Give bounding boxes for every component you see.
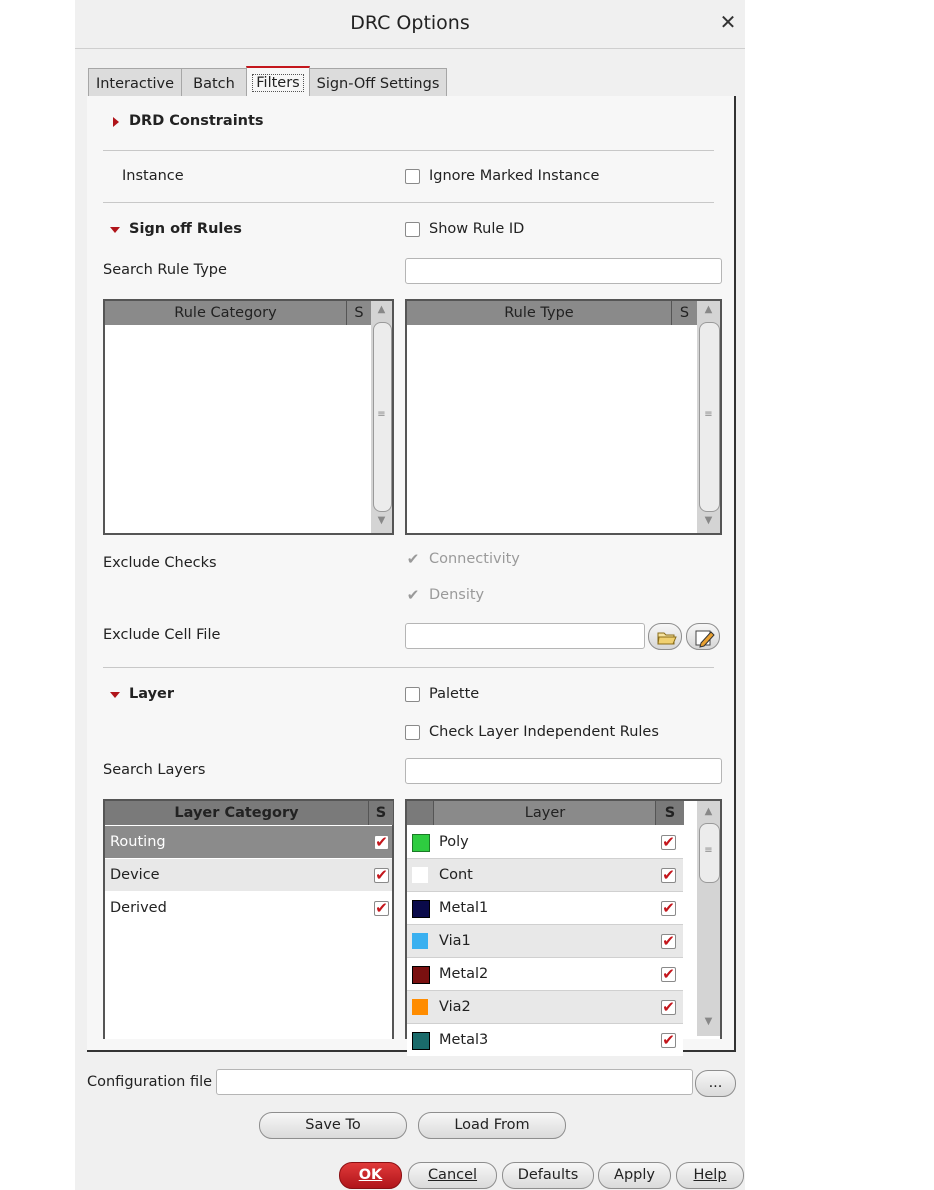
layer-name: Cont <box>439 867 473 883</box>
configuration-file-label: Configuration file <box>87 1074 213 1090</box>
save-to-button[interactable]: Save To <box>259 1112 407 1139</box>
apply-button[interactable]: Apply <box>598 1162 671 1189</box>
scroll-grip-icon: ≡ <box>704 409 713 420</box>
layer-category-checkbox[interactable] <box>374 835 389 850</box>
layer-color-swatch <box>412 933 428 949</box>
palette-label: Palette <box>429 686 480 702</box>
layer-checkbox[interactable] <box>661 835 676 850</box>
table-row[interactable] <box>407 991 683 1024</box>
layer-checkbox[interactable] <box>661 901 676 916</box>
separator <box>103 150 714 151</box>
layer-header[interactable]: Layer <box>433 801 656 825</box>
edit-pencil-icon <box>687 624 721 651</box>
table-row[interactable] <box>407 925 683 958</box>
layer-name: Metal1 <box>439 900 489 916</box>
help-button[interactable] <box>676 1162 744 1189</box>
layer-color-swatch <box>412 834 430 852</box>
cancel-button[interactable] <box>408 1162 497 1189</box>
separator <box>103 667 714 668</box>
search-rule-type-input[interactable] <box>405 258 722 284</box>
palette-checkbox[interactable] <box>405 687 420 702</box>
list-item-derived[interactable] <box>105 892 392 924</box>
cancel-button-label: Cancel <box>427 1167 478 1183</box>
layer-checkbox[interactable] <box>661 1033 676 1048</box>
scroll-up-arrow-icon[interactable]: ▲ <box>704 304 713 315</box>
check-layer-independent-label: Check Layer Independent Rules <box>429 724 659 740</box>
dialog-title: DRC Options <box>350 12 470 34</box>
ok-button[interactable] <box>339 1162 402 1189</box>
table-row[interactable] <box>407 958 683 991</box>
layer-swatch-header[interactable] <box>407 801 433 825</box>
layer-section-label[interactable]: Layer <box>129 686 175 702</box>
layer-color-swatch <box>412 867 428 883</box>
show-rule-id-checkbox[interactable] <box>405 222 420 237</box>
configuration-file-input[interactable] <box>216 1069 693 1095</box>
list-item-routing[interactable] <box>105 826 392 858</box>
checkbox-icon: ✔ <box>662 1031 675 1049</box>
check-layer-independent-checkbox[interactable] <box>405 725 420 740</box>
table-row[interactable] <box>407 1024 683 1056</box>
layer-category-name: Routing <box>110 834 166 850</box>
scroll-down-arrow-icon[interactable]: ▼ <box>704 515 713 526</box>
layer-rows <box>407 826 683 1049</box>
list-item-device[interactable] <box>105 859 392 891</box>
layer-s-header[interactable]: S <box>655 801 684 825</box>
layer-checkbox[interactable] <box>661 934 676 949</box>
scroll-down-arrow-icon[interactable]: ▼ <box>704 1016 713 1027</box>
rule-category-list[interactable] <box>103 299 394 535</box>
checkbox-icon: ✔ <box>375 833 388 851</box>
ignore-marked-instance-label: Ignore Marked Instance <box>429 168 600 184</box>
search-layers-input[interactable] <box>405 758 722 784</box>
scroll-grip-icon: ≡ <box>377 409 386 420</box>
layer-color-swatch <box>412 1032 430 1050</box>
density-checkbox: ✔ <box>406 586 420 604</box>
layer-category-name: Device <box>110 867 160 883</box>
defaults-button[interactable]: Defaults <box>502 1162 594 1189</box>
browse-folder-button[interactable] <box>648 623 682 650</box>
tab-interactive[interactable]: Interactive <box>88 68 182 97</box>
sign-off-rules-label[interactable]: Sign off Rules <box>129 221 242 237</box>
checkbox-icon: ✔ <box>662 998 675 1016</box>
scroll-grip-icon: ≡ <box>704 845 713 856</box>
rule-category-s-header[interactable]: S <box>346 301 371 325</box>
layer-name: Metal2 <box>439 966 489 982</box>
checkbox-icon: ✔ <box>375 899 388 917</box>
checkbox-icon: ✔ <box>662 833 675 851</box>
checkbox-icon: ✔ <box>662 899 675 917</box>
load-from-button[interactable]: Load From <box>418 1112 566 1139</box>
expand-arrow-icon[interactable] <box>113 117 119 127</box>
density-label: Density <box>429 587 485 603</box>
show-rule-id-label: Show Rule ID <box>429 221 525 237</box>
exclude-cell-file-label: Exclude Cell File <box>103 627 221 643</box>
collapse-arrow-icon[interactable] <box>110 692 120 698</box>
layer-checkbox[interactable] <box>661 868 676 883</box>
search-rule-type-label: Search Rule Type <box>103 262 227 278</box>
search-layers-label: Search Layers <box>103 762 206 778</box>
connectivity-checkbox: ✔ <box>406 550 420 568</box>
layer-category-s-header[interactable]: S <box>368 801 393 825</box>
instance-label: Instance <box>122 168 184 184</box>
connectivity-label: Connectivity <box>429 551 520 567</box>
checkbox-icon: ✔ <box>662 932 675 950</box>
layer-checkbox[interactable] <box>661 967 676 982</box>
scroll-down-arrow-icon[interactable]: ▼ <box>377 515 386 526</box>
browse-config-button[interactable]: ... <box>695 1070 736 1097</box>
folder-open-icon <box>649 624 683 651</box>
separator <box>103 202 714 203</box>
table-row[interactable] <box>407 859 683 892</box>
exclude-checks-label: Exclude Checks <box>103 555 217 571</box>
checkbox-icon: ✔ <box>375 866 388 884</box>
layer-name: Poly <box>439 834 469 850</box>
scroll-up-arrow-icon[interactable]: ▲ <box>377 304 386 315</box>
layer-name: Metal3 <box>439 1032 489 1048</box>
tab-batch[interactable]: Batch <box>181 68 247 97</box>
checkbox-icon: ✔ <box>662 866 675 884</box>
rule-type-header[interactable]: Rule Type <box>407 301 671 325</box>
layer-color-swatch <box>412 900 430 918</box>
table-row[interactable] <box>407 826 683 859</box>
help-button-label: Help <box>693 1167 727 1183</box>
rule-type-s-header[interactable]: S <box>671 301 697 325</box>
layer-category-name: Derived <box>110 900 167 916</box>
layer-color-swatch <box>412 999 428 1015</box>
layer-checkbox[interactable] <box>661 1000 676 1015</box>
close-icon[interactable]: ✕ <box>719 10 737 34</box>
layer-category-checkbox[interactable] <box>374 868 389 883</box>
scroll-up-arrow-icon[interactable]: ▲ <box>704 806 713 817</box>
ignore-marked-instance-checkbox[interactable] <box>405 169 420 184</box>
tab-filters-label: Filters <box>252 74 303 92</box>
table-row[interactable] <box>407 892 683 925</box>
tab-filters[interactable] <box>246 66 310 99</box>
layer-name: Via1 <box>439 933 471 949</box>
layer-color-swatch <box>412 966 430 984</box>
collapse-arrow-icon[interactable] <box>110 227 120 233</box>
drd-constraints-label[interactable]: DRD Constraints <box>129 113 264 129</box>
rule-category-header[interactable]: Rule Category <box>105 301 346 325</box>
edit-file-button[interactable] <box>686 623 720 650</box>
ok-button-label: OK <box>358 1167 383 1183</box>
exclude-cell-file-input[interactable] <box>405 623 645 649</box>
layer-category-checkbox[interactable] <box>374 901 389 916</box>
checkbox-icon: ✔ <box>662 965 675 983</box>
rule-type-list[interactable] <box>405 299 722 535</box>
layer-category-header[interactable]: Layer Category <box>105 801 368 825</box>
tab-sign-off-settings[interactable]: Sign-Off Settings <box>309 68 447 97</box>
layer-name: Via2 <box>439 999 471 1015</box>
